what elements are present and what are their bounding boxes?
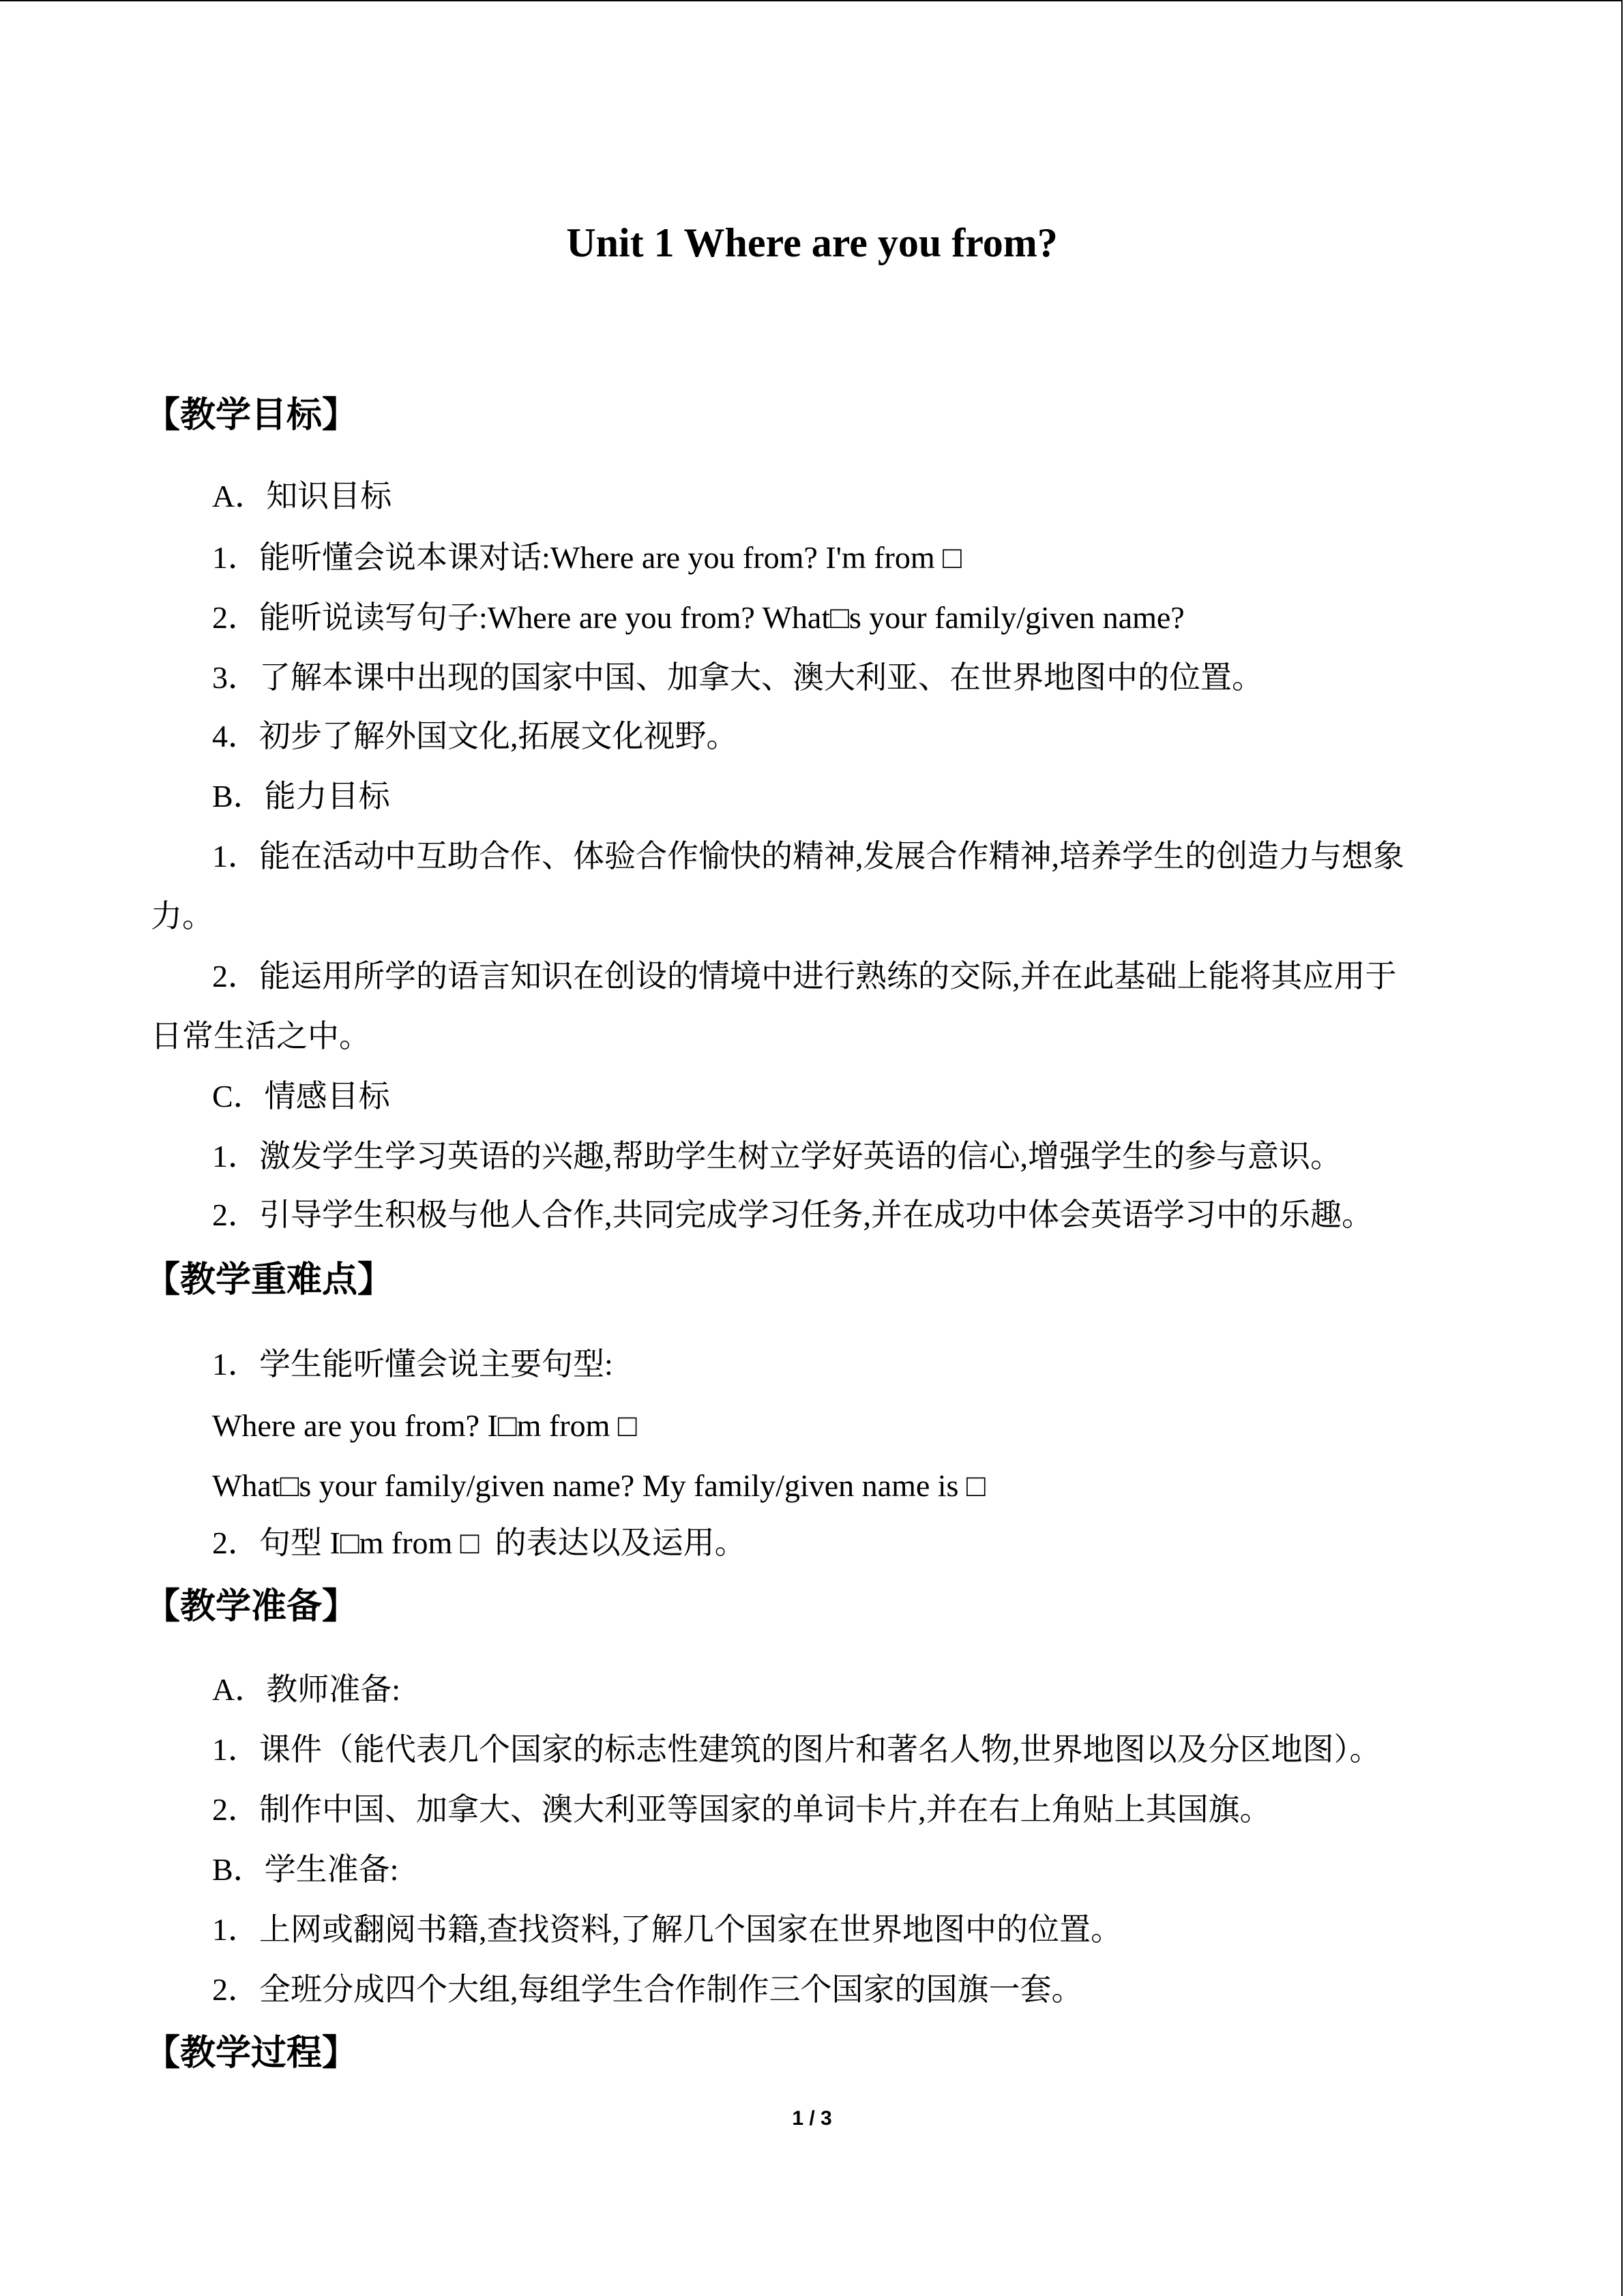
- list-item: 2．能听说读写句子:Where are you from? What□s your family/given name?: [212, 600, 1185, 635]
- subsection-label-ability: B．能力目标: [212, 779, 390, 814]
- list-item: 2．制作中国、加拿大、澳大利亚等国家的单词卡片,并在右上角贴上其国旗。: [212, 1792, 1271, 1827]
- subsection-label-teacher: A．教师准备:: [212, 1672, 400, 1707]
- section-heading-preparation: 【教学准备】: [145, 1587, 358, 1626]
- list-item: 2．能运用所学的语言知识在创设的情境中进行熟练的交际,并在此基础上能将其应用于: [212, 959, 1397, 994]
- sentence-pattern: Where are you from? I□m from □: [212, 1408, 637, 1443]
- page-number: 1 / 3: [792, 2107, 832, 2130]
- list-item: 1．课件（能代表几个国家的标志性建筑的图片和著名人物,世界地图以及分区地图）。: [212, 1732, 1381, 1767]
- list-item: 2．句型 I□m from □ 的表达以及运用。: [212, 1525, 746, 1560]
- subsection-label-student: B．学生准备:: [212, 1852, 399, 1887]
- sentence-pattern: What□s your family/given name? My family/given name is □: [212, 1468, 986, 1503]
- list-item: 2．全班分成四个大组,每组学生合作制作三个国家的国旗一套。: [212, 1972, 1083, 2007]
- section-heading-objectives: 【教学目标】: [145, 396, 358, 435]
- subsection-label-emotion: C．情感目标: [212, 1079, 390, 1114]
- list-item-continuation: 日常生活之中。: [151, 1019, 370, 1054]
- list-item: 4．初步了解外国文化,拓展文化视野。: [212, 719, 738, 754]
- section-heading-process: 【教学过程】: [145, 2034, 358, 2073]
- subsection-label-knowledge: A．知识目标: [212, 479, 392, 513]
- list-item: 1．学生能听懂会说主要句型:: [212, 1347, 613, 1382]
- list-item: 1．激发学生学习英语的兴趣,帮助学生树立学好英语的信心,增强学生的参与意识。: [212, 1139, 1342, 1174]
- section-heading-key-points: 【教学重难点】: [145, 1261, 394, 1300]
- list-item: 1．能在活动中互助合作、体验合作愉快的精神,发展合作精神,培养学生的创造力与想象: [212, 839, 1404, 874]
- list-item: 1．能听懂会说本课对话:Where are you from? I'm from □: [212, 540, 962, 575]
- list-item: 2．引导学生积极与他人合作,共同完成学习任务,并在成功中体会英语学习中的乐趣。: [212, 1197, 1373, 1232]
- list-item-continuation: 力。: [151, 899, 213, 934]
- list-item: 3．了解本课中出现的国家中国、加拿大、澳大利亚、在世界地图中的位置。: [212, 660, 1263, 695]
- list-item: 1．上网或翻阅书籍,查找资料,了解几个国家在世界地图中的位置。: [212, 1912, 1122, 1947]
- document-title: Unit 1 Where are you from?: [566, 220, 1058, 265]
